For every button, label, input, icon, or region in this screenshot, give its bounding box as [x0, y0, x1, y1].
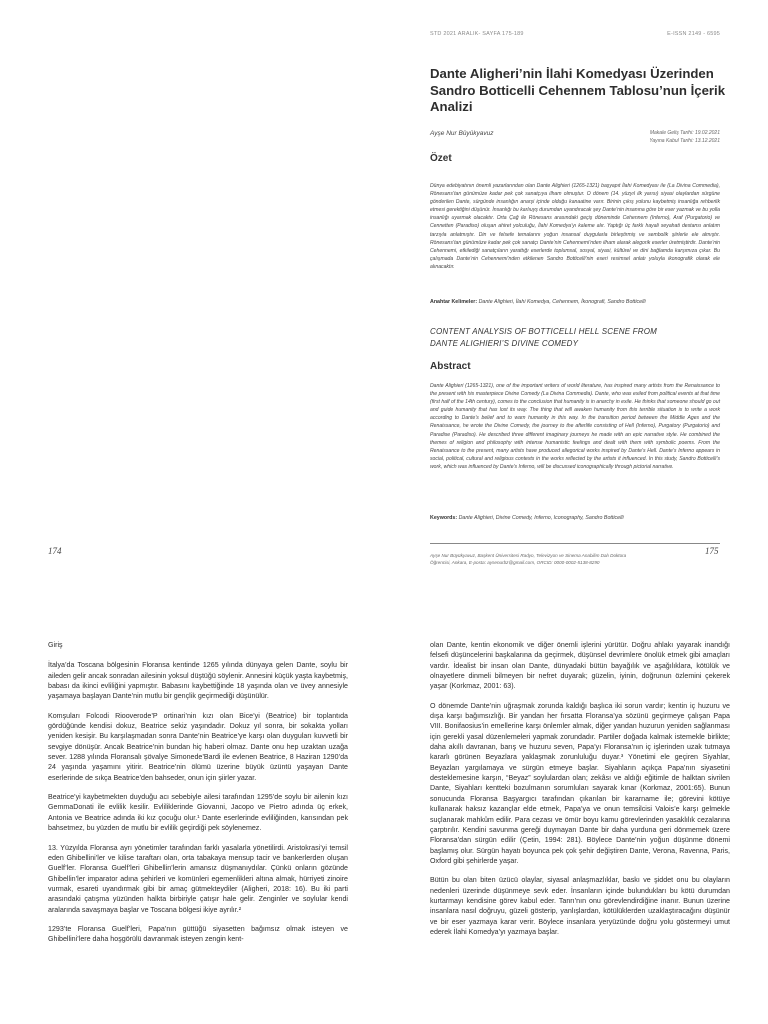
keywords-list-en: Dante Alighieri, Divine Comedy, Inferno, Iconography, Sandro Botticelli: [458, 515, 624, 521]
issn: E-ISSN 2149 - 6595: [667, 31, 720, 37]
english-title-line-2: DANTE ALIGHIERI’S DIVINE COMEDY: [430, 338, 579, 348]
keywords-label-en: Keywords:: [430, 515, 458, 521]
footnote-line-1: Ayşe Nur Büyükyavuz, Başkent Üniversitesi Radyo, Televizyon ve Sinema Anabilim Dalı Doktora: [430, 553, 627, 558]
keywords-list: Dante Alighieri, İlahi Komedya, Cehennem, İkonografi, Sandro Botticelli: [478, 299, 646, 305]
turkish-keywords: [430, 299, 720, 305]
english-keywords: [430, 515, 720, 521]
paragraph: Komşuları Folcodi Riooverode’P ortinari’nin kızı olan Bice’yi (Beatrice) bir toplantıda gördüğünde kendisi dokuz, Beatrice sekiz yaşındadır. Dokuz yıl sonra, bir sokakta yolları yeniden kesişir. Bu karşılaşmadan sonra Dante’nin Beatrice’ye karşı olan duyguları kuvvetli bir sevgiye dönüşür. Ancak Beatrice’nin bundan hiç haberi olmaz. Dante onu hep uzaktan uzağa sever. 1288 yılında Floransalı şövalye Simonede’Bardi ile evlenen Beatrice, 8 Haziran 1290’da 24 yaşında yaşamını yitirir. Beatrice’nin ölümü üzerine büyük üzüntü yaşayan Dante eserlerinde de sıkça Beatrice’den bahseder, onun için şiirler yazar.: [48, 711, 348, 782]
author-name: Ayşe Nur Büyükyavuz: [430, 130, 494, 137]
section-heading-giris: Giriş: [48, 641, 63, 649]
journal-reference: STD 2021 ARALIK- SAYFA 175-189: [430, 31, 524, 37]
footnote-divider: [430, 543, 720, 544]
accepted-date: Yayına Kabul Tarihi: 13.12.2021: [649, 138, 720, 144]
ozet-heading: Özet: [430, 153, 452, 164]
keywords-label: Anahtar Kelimeler:: [430, 299, 478, 305]
abstract-heading: Abstract: [430, 361, 471, 372]
ozet-text: Dünya edebiyatının önemli yazarlarından olan Dante Alighieri (1265-1321) başyapıt İlahi Komedyası ile (La Divina Commedia), Rönesans’tan günümüze kadar pek çok sanatçıya ilham olmuştur. O dönem (14. yüzyıl ilk yarısı) siyasi olaylardan sürgüne gönderilen Dante, sürgünde insanlığın anarşi içinde olduğu kanaatine varır. Birinin çıkış yolunu kaybetmiş insanlığa rehberlik etmesi gerektiğini düşünür. İnsanlığı bu karlıuyş durumdan uyandıracak şey Dante’nin insanına göre bir eser yazmak ve bu yolla insanlığı uyarmak olacaktır. Orta Çağ ile Rönesans arasındaki geçiş döneminde Cehennem (Inferno), Araf (Purgatorio) ve Cennetten (Paradiso) oluşan ahiret yolculuğu, İlahi Komedya’yı kaleme alır. Yaptığı üç farklı hayali seyahati destansı anlatım tarzıyla anlatmıştır. Din ve felsefe temalarını yoğun insansal duygularla birleştirmiş ve sembolik şiirlerle ele almıştır. Rönesans’tan günümüze kadar pek çok sanatçı Dante’nin Cehennemi’nden ilham alarak alegorik eserler üretmiştirdir. Dante’nin Cehennemi, etkilediği sanatçıların yarattığı eserlerde toplumsal, sosyal, siyasi, kültürel ve dini bağlamda karşımıza çıkar. Bu çalışmada Dante’nin Cehennemi’nden etkilenen Sandro Botticelli’nin eseri resimsel anlatı yoluyla ikonografik olarak ele alınacaktır.: [430, 183, 720, 270]
journal-header: [430, 31, 720, 37]
page-number-left: 174: [48, 546, 62, 556]
body-spread: [0, 640, 768, 1024]
english-title-line-1: CONTENT ANALYSIS OF BOTTICELLI HELL SCENE FROM: [430, 327, 658, 336]
left-column: [48, 640, 348, 954]
page-number-right: 175: [705, 546, 719, 556]
footnote-line-2: Öğrencisi, Ankara, E-posta: aysenurbz@gmail.com, ORCID: 0000-0002-5138-8290: [430, 560, 600, 565]
paragraph: O dönemde Dante’nin uğraşmak zorunda kaldığı başlıca iki sorun vardır; kentin iç huzuru ve dışa karşı bağımsızlığı. Bir yandan her fırsatta Floransa’ya sözünü geçirmeye çalışan Papa VIII. Bonifaosius’in emellerine karşı önlemler almak, diğer yandan huzurun yeniden sağlanması için gerekli yasal düzenlemeleri yapmak zorundadır. Partiler doğada kalmak istemekle birlikte; daha akıllı davranan, barış ve huzuru seven, Papa’yı Floransa’nın iç işlerinden uzak tutmaya kararlı görünen Beyazlara yaklaşmak zorunluluğu duyar.³ Yönetimi ele geçiren Siyahlar, Beyazları yargılamaya ve sürgün etmeye başlar. Siyahların açıkça Papa’nın siyasetini desteklemesine karşın, “Beyaz” soylulardan olan; zekâsı ve aldığı eğitimle de halktan sivrilen Dante, Siyahları kentteki bozulmanın sorumluları sayarak kınar (Korkmaz, 2001:65). Bunun sonucunda Floransa Başyargıcı tarafından çıkarılan bir kararname ile; görevini kötüye kullanarak haksız kazançlar elde etmek, Papa’ya ve onun temsilcisi Valois’e karşı gelmekle suçlanarak mahkûm edilir. Para cezası ve ömür boyu kamu görevlerinden yasaklılık cezalarına çarptırılır. Kendini savunma gereği duymayan Dante bir daha yurduna geri dönmemek üzere Floransa’dan sürgün edilir (Çetin, 1994: 281). Böylece Dante’nin yoğun düşünme dönemi başlamış olur. Sürgün hayatı boyunca pek çok şehir değiştiren Dante, Verona, Ravenna, Paris, Oxford gibi şehirlerde yaşar.: [430, 701, 730, 865]
received-date: Makale Geliş Tarihi: 19.02.2021: [649, 130, 720, 136]
paragraph: olan Dante, kentin ekonomik ve diğer önemli işlerini yürütür. Doğru ahlakı yayarak inandığı felsefi düşüncelerini başkalarına da geçirmek, düşünsel devrimlere önolük etmek gibi amaçları vardır. İdealist bir insan olan Dante, dünyadaki bütün bayağılık ve aşağılıklara, kötülük ve olnayetlere dinmeli bilmeyen bir nefret duyarak; güzelin, iyinin, doğrunun özlemini çekerek yaşar (Korkmaz, 2001: 63).: [430, 641, 730, 691]
article-title: Dante Aligheri’nin İlahi Komedyası Üzerinden Sandro Botticelli Cehennem Tablosu’nun İçerik Analizi: [430, 66, 726, 114]
article-dates: [600, 129, 720, 145]
right-column: [430, 640, 730, 946]
paragraph: Beatrice’yi kaybetmekten duyduğu acı sebebiyle ailesi tarafından 1295’de soylu bir ailenin kızı GemmaDonati ile evlilik kesilir. Evliliklerinde Giovanni, Jacopo ve Pietro adında üç erkek, Antonia ve Beatrice adında iki kız çocuğu olur.¹ Dante eserlerinde evliliğinden, karısından pek bahsetmez, bu yüzden de mutlu bir evlilik geçirdiği pek söylenemez.: [48, 793, 348, 833]
abstract-text: Dante Alighieri (1265-1321), one of the important writers of world literature, has inspired many artists from the Renaissance to the present with his masterpiece Divine Comedy (La Divina Commedia). Dante, who was exiled from political events at that time (first half of the 14th century), comes to the conclusion that humanity is in anarchy in exile. He thinks that someone should go out and guide humanity that has lost its way. The thing that will awaken humanity from this terrible situation is to write a work according to Dante’s belief and to warn humanity in this way. In the transition period between the Middle Ages and the Renaissance, he wrote the Divine Comedy, the journey to the afterlife consisting of Hell (Inferno), Purgatory (Purgatorio) and Paradise (Paradiso). He described three different imaginary journeys he made with an epic narrative style. He combined the themes of religion and philosophy with intense humanistic feelings and dealt with them with symbolic poems. From the Renaissance to the present, many artists have produced allegorical works inspired by Dante’s Hell. Dante’s Inferno appears in social, political, cultural and religious contexts in the works reflected by the artists it influenced. In this study, Sandro Botticelli’s work, which was influenced by Dante’s Inferno, will be discussed iconographically through pictorial narrative.: [430, 383, 720, 470]
author-footnote: [430, 552, 670, 566]
paragraph: 1293’te Floransa Guelf’leri, Papa’nın güttüğü siyasetten bağımsız olmak isteyen ve Ghibellini’lere daha hoşgörülü davranmak isteyen zengin kent-: [48, 924, 348, 944]
paragraph: 13. Yüzyılda Floransa ayrı yönetimler tarafından farklı yasalarla yönetilirdi. Aristokrasi’yi temsil eden Ghibellini’ler ve kilise taraftarı olan, orta tabakaya mensup tacir ve bankerlerden oluşan Guelf’ler. Floransa Guelf’leri Ghibellin’lerin amansız düşmanıydılar. Çünkü onların gözünde Ghibellin’ler imparator adına şehirleri ve komünleri egemenlikleri altına almak, hürriyeti zinoire vurmak, esareti uyandırmak gibi bir amaç gütmekteydiler (Aligheri, 2018: 16). Bu iki parti arasındaki çatışma yüzünden halkta birbiriyle çatışır hale gelir. Zenginler ve soylular kendi aralarında savaşmaya başlar ve Toscana bölgesi ikiye ayrılır.²: [48, 843, 348, 914]
english-title: [430, 326, 720, 349]
paragraph: Bütün bu olan biten üzücü olaylar, siyasal anlaşmazlıklar, baskı ve şiddet onu bu olayların nedenleri üzerinde düşünmeye sevk eder. İnsanların içinde bulundukları bu kötü durumdan kurtarmayı kendisine görev kabul eder. Tanrı’nın onu görevlendirdiğine inanır. Bunun üzerine insanlara nasıl doğruyu, güzeli gösterip, yanlışlardan, kötülüklerden uzaklaştıracağını düşünür ve bir eser yazmaya karar verir. Böylece insanlara yeryüzünde doğru yolu göstermeyi umut ederek İlahi Komedya’yı yazmaya başlar.: [430, 876, 730, 936]
paragraph: İtalya’da Toscana bölgesinin Floransa kentinde 1265 yılında dünyaya gelen Dante, soylu bir aileden gelir ancak sonradan ailesinin yoksul düştüğü söylenir. Annesini küçük yaşta kaybetmiş, babası da ikinci evliliğini yapmıştır. Babasını kaybettiğinde 18 yaşında olan ve üvey annesiyle yaşamaya başlayan Dante’nin mutlu bir gençlik geçirmediği düşünülür.: [48, 661, 348, 701]
